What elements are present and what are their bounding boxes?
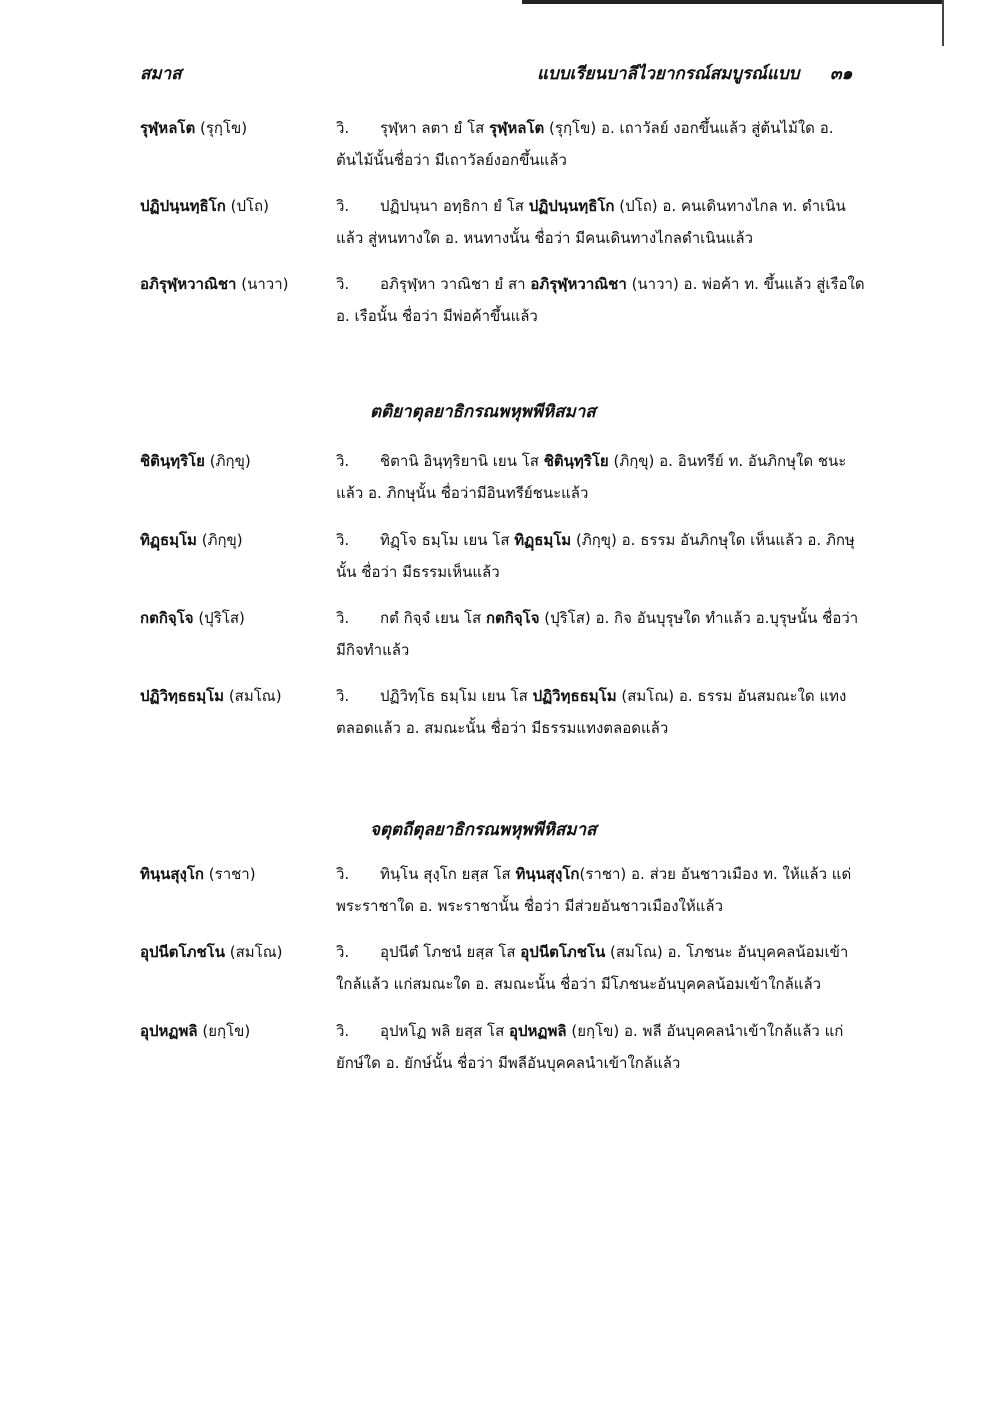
term-gloss: (สมโณ) bbox=[228, 687, 282, 705]
page-number: ๓๑ bbox=[830, 64, 853, 84]
vi-label: วิ. bbox=[336, 865, 350, 883]
vi-label: วิ. bbox=[336, 275, 350, 293]
def-post: (ยกฺโข) อ. พลี อันบุคคลนำเข้าใกล้แล้ว แก่ยักษ์ใด อ. ยักษ์นั้น ชื่อว่า มีพลีอันบุคคลนำเข้าใกล้แล้ว bbox=[336, 1022, 844, 1072]
def-bold: กตกิจฺโจ bbox=[485, 609, 540, 627]
entry-term bbox=[140, 190, 330, 222]
def-pre: ปฏิปนฺนา อทฺธิกา ยํ โส bbox=[380, 197, 529, 215]
def-post: (ราชา) อ. ส่วย อันชาวเมือง ท. ให้แล้ว แด่พระราชาใด อ. พระราชานั้น ชื่อว่า มีส่วยอันชาวเมืองให้แล้ว bbox=[336, 865, 852, 915]
def-pre: ทินฺโน สุงฺโก ยสฺส โส bbox=[380, 865, 516, 883]
term-word: รุฬฺหลโต bbox=[140, 119, 196, 137]
def-pre: รุฬฺหา ลตา ยํ โส bbox=[380, 119, 490, 137]
term-word: อุปหฏพลิ bbox=[140, 1022, 198, 1040]
term-word: ปฏิวิทฺธธมฺโม bbox=[140, 687, 225, 705]
entry-definition bbox=[336, 524, 866, 588]
def-bold: อภิรุฬฺหวาณิชา bbox=[530, 275, 627, 293]
top-border-line bbox=[522, 0, 942, 4]
def-post: (รุกฺโข) อ. เถาวัลย์ งอกขึ้นแล้ว สู่ต้นไม้ใด อ. ต้นไม้นั้นชื่อว่า มีเถาวัลย์งอกขึ้นแล้ว bbox=[336, 119, 834, 169]
def-pre: กตํ กิจฺจํ เยน โส bbox=[380, 609, 486, 627]
entry-definition bbox=[336, 112, 866, 176]
def-post: (ภิกฺขุ) อ. อินทรีย์ ท. อันภิกษุใด ชนะแล้ว อ. ภิกษุนั้น ชื่อว่ามีอินทรีย์ชนะแล้ว bbox=[336, 452, 847, 502]
def-bold: ทินฺนสุงฺโก bbox=[515, 865, 580, 883]
def-post: (ภิกฺขุ) อ. ธรรม อันภิกษุใด เห็นแล้ว อ. ภิกษุนั้น ชื่อว่า มีธรรมเห็นแล้ว bbox=[336, 531, 855, 581]
vi-label: วิ. bbox=[336, 119, 350, 137]
entry-definition bbox=[336, 858, 866, 922]
def-pre: ทิฏฺโจ ธมฺโม เยน โส bbox=[380, 531, 515, 549]
term-gloss: (ปุริโส) bbox=[198, 609, 245, 627]
entry-definition bbox=[336, 268, 866, 332]
entry-definition bbox=[336, 936, 866, 1000]
def-post: (สมโณ) อ. ธรรม อันสมณะใด แทงตลอดแล้ว อ. สมณะนั้น ชื่อว่า มีธรรมแทงตลอดแล้ว bbox=[336, 687, 847, 737]
section-title: ตติยาตุลยาธิกรณพหุพพีหิสมาส bbox=[370, 402, 596, 422]
entry-term bbox=[140, 602, 330, 634]
vi-label: วิ. bbox=[336, 452, 350, 470]
running-head-right: แบบเรียนบาลีไวยากรณ์สมบูรณ์แบบ bbox=[537, 64, 800, 84]
def-bold: ปฏิวิทฺธธมฺโม bbox=[532, 687, 617, 705]
entry-term bbox=[140, 268, 330, 300]
def-bold: ปฏิปนฺนทฺธิโก bbox=[528, 197, 615, 215]
def-post: (สมโณ) อ. โภชนะ อันบุคคลน้อมเข้าใกล้แล้ว แก่สมณะใด อ. สมณะนั้น ชื่อว่า มีโภชนะอันบุคคลน้อมเข้าใกล้แล้ว bbox=[336, 943, 849, 993]
entry-term bbox=[140, 1015, 330, 1047]
def-pre: ชิตานิ อินฺทฺริยานิ เยน โส bbox=[380, 452, 544, 470]
term-gloss: (ยกฺโข) bbox=[202, 1022, 251, 1040]
term-word: อภิรุฬฺหวาณิชา bbox=[140, 275, 237, 293]
term-gloss: (ปโถ) bbox=[230, 197, 269, 215]
vi-label: วิ. bbox=[336, 1022, 350, 1040]
def-post: (ปุริโส) อ. กิจ อันบุรุษใด ทำแล้ว อ.บุรุษนั้น ชื่อว่า มีกิจทำแล้ว bbox=[336, 609, 859, 659]
entry-definition bbox=[336, 680, 866, 744]
term-word: ทิฏฺธมฺโม bbox=[140, 531, 197, 549]
term-gloss: (รุกฺโข) bbox=[199, 119, 248, 137]
entry-term bbox=[140, 524, 330, 556]
entry-definition bbox=[336, 445, 866, 509]
def-pre: อภิรุฬฺหา วาณิชา ยํ สา bbox=[380, 275, 531, 293]
vi-label: วิ. bbox=[336, 687, 350, 705]
def-bold: รุฬฺหลโต bbox=[489, 119, 545, 137]
def-post: (นาวา) อ. พ่อค้า ท. ขึ้นแล้ว สู่เรือใด อ. เรือนั้น ชื่อว่า มีพ่อค้าขึ้นแล้ว bbox=[336, 275, 865, 325]
vi-label: วิ. bbox=[336, 943, 350, 961]
term-gloss: (ภิกฺขุ) bbox=[209, 452, 251, 470]
term-word: ชิตินฺทฺริโย bbox=[140, 452, 205, 470]
def-bold: ทิฏฺธมฺโม bbox=[514, 531, 572, 549]
term-word: ปฏิปนฺนทฺธิโก bbox=[140, 197, 226, 215]
def-pre: อุปหโฏ พลิ ยสฺส โส bbox=[380, 1022, 510, 1040]
def-bold: ชิตินฺทฺริโย bbox=[543, 452, 609, 470]
entry-definition bbox=[336, 602, 866, 666]
def-bold: อุปนีตโภชโน bbox=[520, 943, 606, 961]
term-word: อุปนีตโภชโน bbox=[140, 943, 225, 961]
entry-term bbox=[140, 858, 330, 890]
term-gloss: (สมโณ) bbox=[229, 943, 283, 961]
entry-term bbox=[140, 936, 330, 968]
running-head-left: สมาส bbox=[140, 64, 182, 84]
entry-definition bbox=[336, 1015, 866, 1079]
term-gloss: (ราชา) bbox=[208, 865, 256, 883]
def-pre: อุปนีตํ โภชนํ ยสฺส โส bbox=[380, 943, 521, 961]
term-gloss: (ภิกฺขุ) bbox=[201, 531, 243, 549]
term-word: กตกิจฺโจ bbox=[140, 609, 194, 627]
def-pre: ปฏิวิทฺโธ ธมฺโม เยน โส bbox=[380, 687, 533, 705]
def-post: (ปโถ) อ. คนเดินทางไกล ท. ดำเนินแล้ว สู่หนทางใด อ. หนทางนั้น ชื่อว่า มีคนเดินทางไกลดำเนินแล้ว bbox=[336, 197, 846, 247]
vi-label: วิ. bbox=[336, 531, 350, 549]
section-title: จตุตถีตุลยาธิกรณพหุพพีหิสมาส bbox=[370, 820, 597, 840]
entry-term bbox=[140, 112, 330, 144]
vi-label: วิ. bbox=[336, 197, 350, 215]
term-gloss: (นาวา) bbox=[241, 275, 289, 293]
vi-label: วิ. bbox=[336, 609, 350, 627]
entry-definition bbox=[336, 190, 866, 254]
term-word: ทินฺนสุงฺโก bbox=[140, 865, 205, 883]
entry-term bbox=[140, 680, 330, 712]
def-bold: อุปหฏพลิ bbox=[509, 1022, 567, 1040]
right-border-line bbox=[942, 0, 944, 46]
entry-term bbox=[140, 445, 330, 477]
